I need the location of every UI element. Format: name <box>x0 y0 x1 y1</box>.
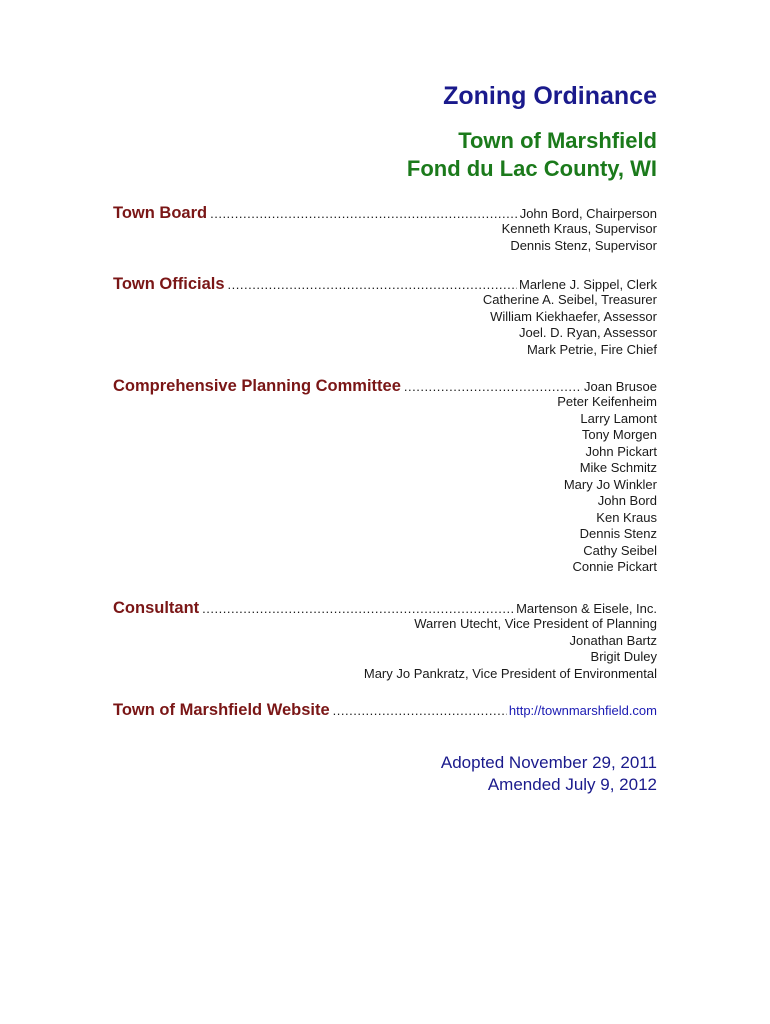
town-official: Joel. D. Ryan, Assessor <box>519 325 657 340</box>
town-officials-first-name: Marlene J. Sippel, Clerk <box>519 277 657 292</box>
website-link[interactable]: http://townmarshfield.com <box>508 703 657 718</box>
website-heading: Town of Marshfield Website <box>113 701 330 719</box>
committee-member: John Pickart <box>585 443 657 459</box>
town-officials-heading: Town Officials <box>113 275 225 293</box>
committee-member: Mary Jo Winkler <box>563 476 657 492</box>
website-row <box>113 701 657 718</box>
committee-member: John Bord <box>597 493 657 508</box>
committee-member: Tony Morgen <box>581 427 657 442</box>
dot-leader <box>202 601 514 616</box>
document-title: Zoning Ordinance <box>443 82 657 110</box>
town-official: Catherine A. Seibel, Treasurer <box>482 292 657 307</box>
town-board-member: Dennis Stenz, Supervisor <box>510 237 657 253</box>
planning-committee-heading: Comprehensive Planning Committee <box>113 377 401 395</box>
planning-committee-names <box>113 394 657 576</box>
town-board-section <box>113 204 657 254</box>
town-official: William Kiekhaefer, Assessor <box>490 308 657 324</box>
committee-member: Mike Schmitz <box>579 460 657 475</box>
planning-committee-row <box>113 377 657 394</box>
adoption-block <box>441 752 657 796</box>
planning-committee-first-name: Joan Brusoe <box>584 379 657 394</box>
consultant-row <box>113 599 657 616</box>
committee-member: Ken Kraus <box>596 509 657 525</box>
consultant-names <box>113 616 657 682</box>
town-officials-row <box>113 275 657 292</box>
committee-member: Connie Pickart <box>572 559 657 574</box>
committee-member: Peter Keifenheim <box>557 394 657 409</box>
county-name: Fond du Lac County, WI <box>406 156 657 181</box>
committee-member: Dennis Stenz <box>579 526 657 541</box>
town-name: Town of Marshfield <box>458 128 657 153</box>
dot-leader <box>210 206 518 221</box>
municipality-block <box>407 127 657 183</box>
planning-committee-section <box>113 377 657 576</box>
adopted-date: Adopted November 29, 2011 <box>440 753 657 772</box>
town-officials-names <box>113 292 657 358</box>
consultant-member: Mary Jo Pankratz, Vice President of Environmental <box>363 665 657 681</box>
town-board-names <box>113 221 657 254</box>
dot-leader <box>228 277 517 292</box>
town-officials-section <box>113 275 657 358</box>
consultant-firm: Martenson & Eisele, Inc. <box>516 601 657 616</box>
consultant-member: Jonathan Bartz <box>569 632 657 648</box>
town-board-row <box>113 204 657 221</box>
consultant-member: Brigit Duley <box>590 649 657 664</box>
website-section <box>113 701 657 718</box>
consultant-member: Warren Utecht, Vice President of Planning <box>414 616 657 631</box>
dot-leader <box>404 379 582 394</box>
committee-member: Larry Lamont <box>580 410 657 426</box>
committee-member: Cathy Seibel <box>583 542 657 558</box>
town-board-first-name: John Bord, Chairperson <box>519 206 657 221</box>
town-board-member: Kenneth Kraus, Supervisor <box>501 221 657 236</box>
dot-leader <box>333 703 507 718</box>
town-board-heading: Town Board <box>113 204 208 222</box>
town-official: Mark Petrie, Fire Chief <box>526 341 657 357</box>
consultant-heading: Consultant <box>113 599 200 617</box>
consultant-section <box>113 599 657 682</box>
amended-date: Amended July 9, 2012 <box>487 775 657 794</box>
